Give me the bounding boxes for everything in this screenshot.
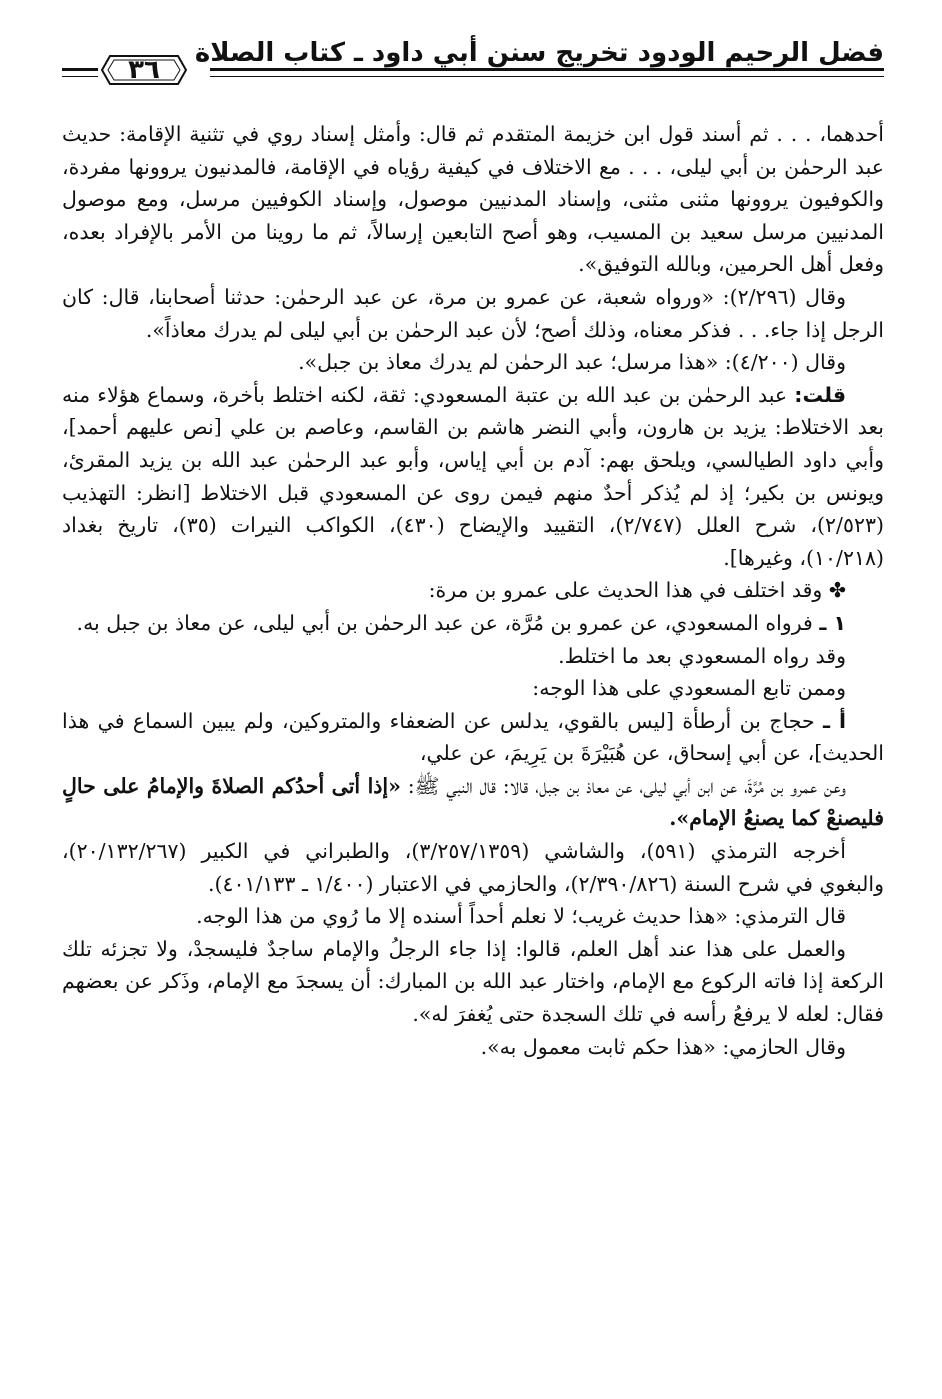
paragraph [62, 379, 884, 575]
paragraph-text: وقال (٤/٢٠٠): «هذا مرسل؛ عبد الرحمٰن لم يدرك معاذ بن جبل». [298, 350, 846, 375]
paragraph-text: وقد اختلف في هذا الحديث على عمرو بن مرة: [428, 578, 829, 603]
paragraph [62, 640, 884, 673]
paragraph-text: فرواه المسعودي، عن عمرو بن مُرَّة، عن عبد الرحمٰن بن أبي ليلى، عن معاذ بن جبل به. [76, 610, 820, 635]
paragraph [62, 835, 884, 900]
paragraph-text: أحدهما، . . . ثم أسند قول ابن خزيمة المتقدم ثم قال: وأمثل إسناد روي في تثنية الإقامة: حديث عبد الرحمٰن بن أبي ليلى، . . . مع الاختلاف في كيفية رؤياه في الإقامة، فالمدنيون يروونها مفردة، والكوفيون يروونها مثنى مثنى، وإسناد المدنيين موصول، وإسناد الكوفيين مرسل، ومع موصول المدنيين مرسل سعيد بن المسيب، وهو أصح التابعين إرسالاً، ثم ما روينا من الأمر بالإفراد بعده، وفعل أهل الحرمين، وبالله التوفيق». [62, 122, 884, 277]
running-title: فضل الرحيم الودود تخريج سنن أبي داود ـ كتاب الصلاة [194, 38, 884, 68]
paragraph [62, 900, 884, 933]
item-number: ١ ـ [819, 610, 846, 635]
item-letter: أ ـ [822, 708, 846, 733]
paragraph-text: وقال (٢/٢٩٦): «ورواه شعبة، عن عمرو بن مرة، عن عبد الرحمٰن: حدثنا أصحابنا، قال: كان الرجل إذا جاء. . . فذكر معناه، وذلك أصح؛ لأن عبد الرحمٰن بن أبي ليلى لم يدرك معاذاً». [62, 284, 884, 342]
paragraph [62, 672, 884, 705]
page-number-frame [100, 52, 188, 88]
paragraph [62, 607, 884, 640]
paragraph-text: وعن عمرو بن مُرَّةَ، عن ابن أبي ليلى، عن معاذ بن جبل، قالا: قال النبي ﷺ: [400, 773, 846, 798]
paragraph [62, 933, 884, 1031]
header-rule-left-thin [62, 76, 98, 77]
paragraph [62, 705, 884, 770]
paragraph-text: حجاج بن أرطأة [ليس بالقوي، يدلس عن الضعفاء والمتروكين، ولم يبين السماع في هذا الحديث]، عن أبي إسحاق، عن هُبَيْرَةَ بن يَرِيمَ، عن علي، [62, 708, 884, 766]
main-text [62, 118, 884, 1063]
page-number: ٣٦ [128, 55, 160, 85]
paragraph [62, 346, 884, 379]
header-rule-left [62, 68, 98, 71]
paragraph-text: وممن تابع المسعودي على هذا الوجه: [532, 676, 846, 701]
section-mark-icon: ✤ [828, 578, 846, 603]
paragraph-text: أخرجه الترمذي (٥٩١)، والشاشي (٣/٢٥٧/١٣٥٩)، والطبراني في الكبير (٢٠/١٣٢/٢٦٧)، والبغوي في شرح السنة (٢/٣٩٠/٨٢٦)، والحازمي في الاعتبار (١/٤٠٠ ـ ٤٠١/١٣٣). [62, 839, 884, 896]
paragraph [62, 281, 884, 346]
paragraph-text: وقال الحازمي: «هذا حكم ثابت معمول به». [480, 1034, 846, 1059]
paragraph-text: عبد الرحمٰن بن عبد الله بن عتبة المسعودي: ثقة، لكنه اختلط بأخرة، وسماع هؤلاء منه بعد الاختلاط: يزيد بن هارون، وأبي النضر هاشم بن القاسم، وعاصم بن علي [نص عليهم أحمد]، وأبي داود الطيالسي، ويلحق بهم: آدم بن أبي إياس، وأبو عبد الرحمٰن عبد الله بن يزيد المقرئ، ويونس بن بكير؛ إذ لم يُذكر أحدٌ منهم فيمن روى عن المسعودي قبل الاختلاط [انظر: التهذيب (٢/٥٢٣)، شرح العلل (٢/٧٤٧)، التقييد والإيضاح (٤٣٠)، الكواكب النيرات (٣٥)، تاريخ بغداد (١٠/٢١٨)، وغيرها]. [62, 382, 884, 570]
paragraph-text: قال الترمذي: «هذا حديث غريب؛ لا نعلم أحداً أسنده إلا ما رُوي من هذا الوجه. [196, 904, 846, 929]
paragraph [62, 118, 884, 281]
note-lead: قلت: [794, 382, 846, 407]
hadith-text: «إذا أتى أحدُكم الصلاةَ والإمامُ على حالٍ فليصنعْ كما يصنعُ الإمام». [62, 773, 884, 831]
paragraph [62, 1031, 884, 1064]
paragraph [62, 770, 884, 835]
paragraph-text: والعمل على هذا عند أهل العلم، قالوا: إذا جاء الرجلُ والإمام ساجدٌ فليسجدْ، ولا تجزئه تلك الركعة إذا فاته الركوع مع الإمام، واختار عبد الله بن المبارك: أن يسجدَ مع الإمام، وذَكر عن بعضهم فقال: لعله لا يرفعُ رأسه في تلك السجدة حتى يُغفرَ له». [62, 936, 884, 1027]
paragraph [62, 574, 884, 607]
header-rule-bottom-right [210, 76, 884, 77]
header-rule-top-right [210, 68, 884, 71]
paragraph-text: وقد رواه المسعودي بعد ما اختلط. [558, 643, 846, 668]
